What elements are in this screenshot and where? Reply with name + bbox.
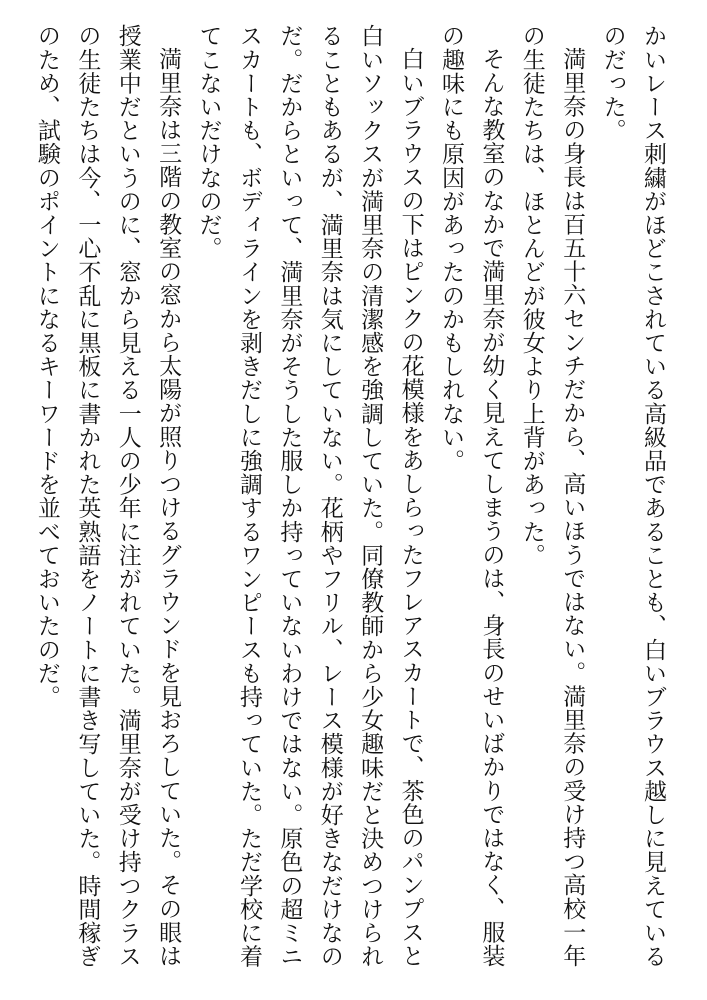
vertical-text-body — [18, 24, 673, 984]
paragraph-3: そんな教室のなかで満里奈が幼く見えてしまうのは、身長のせいばかりではなく、服装の趣味にも原因があったのかもしれない。 — [437, 24, 505, 968]
paragraph-4: 白いブラウスの下はピンクの花模様をあしらったフレアスカートで、茶色のパンプスと白いソックスが満里奈の清潔感を強調していた。同僚教師から少女趣味だと決めつけられることもあるが、満里奈は気にしていない。花柄やフリル、レース模様が好きなだけなのだ。だからといって、満里奈がそうした服しか持っていないわけではない。原色の超ミニスカートも、ボディラインを剥きだしに強調するワンピースも持っていた。ただ学校に着てこないだけなのだ。 — [195, 24, 424, 968]
paragraph-5: 満里奈は三階の教室の窓から太陽が照りつけるグラウンドを見おろしていた。その眼は授業中だというのに、窓から見える一人の少年に注がれていた。満里奈が受け持つクラスの生徒たちは今、一心不乱に黒板に書かれた英熟語をノートに書き写していた。時間稼ぎのため、試験のポイントになるキーワードを並べておいたのだ。 — [33, 24, 182, 968]
paragraph-1: かいレース刺繍がほどこされている高級品であることも、白いブラウス越しに見えているのだった。 — [599, 24, 666, 968]
paragraph-2: 満里奈の身長は百五十六センチだから、高いほうではない。満里奈の受け持つ高校一年の生徒たちは、ほとんどが彼女より上背があった。 — [518, 24, 586, 968]
